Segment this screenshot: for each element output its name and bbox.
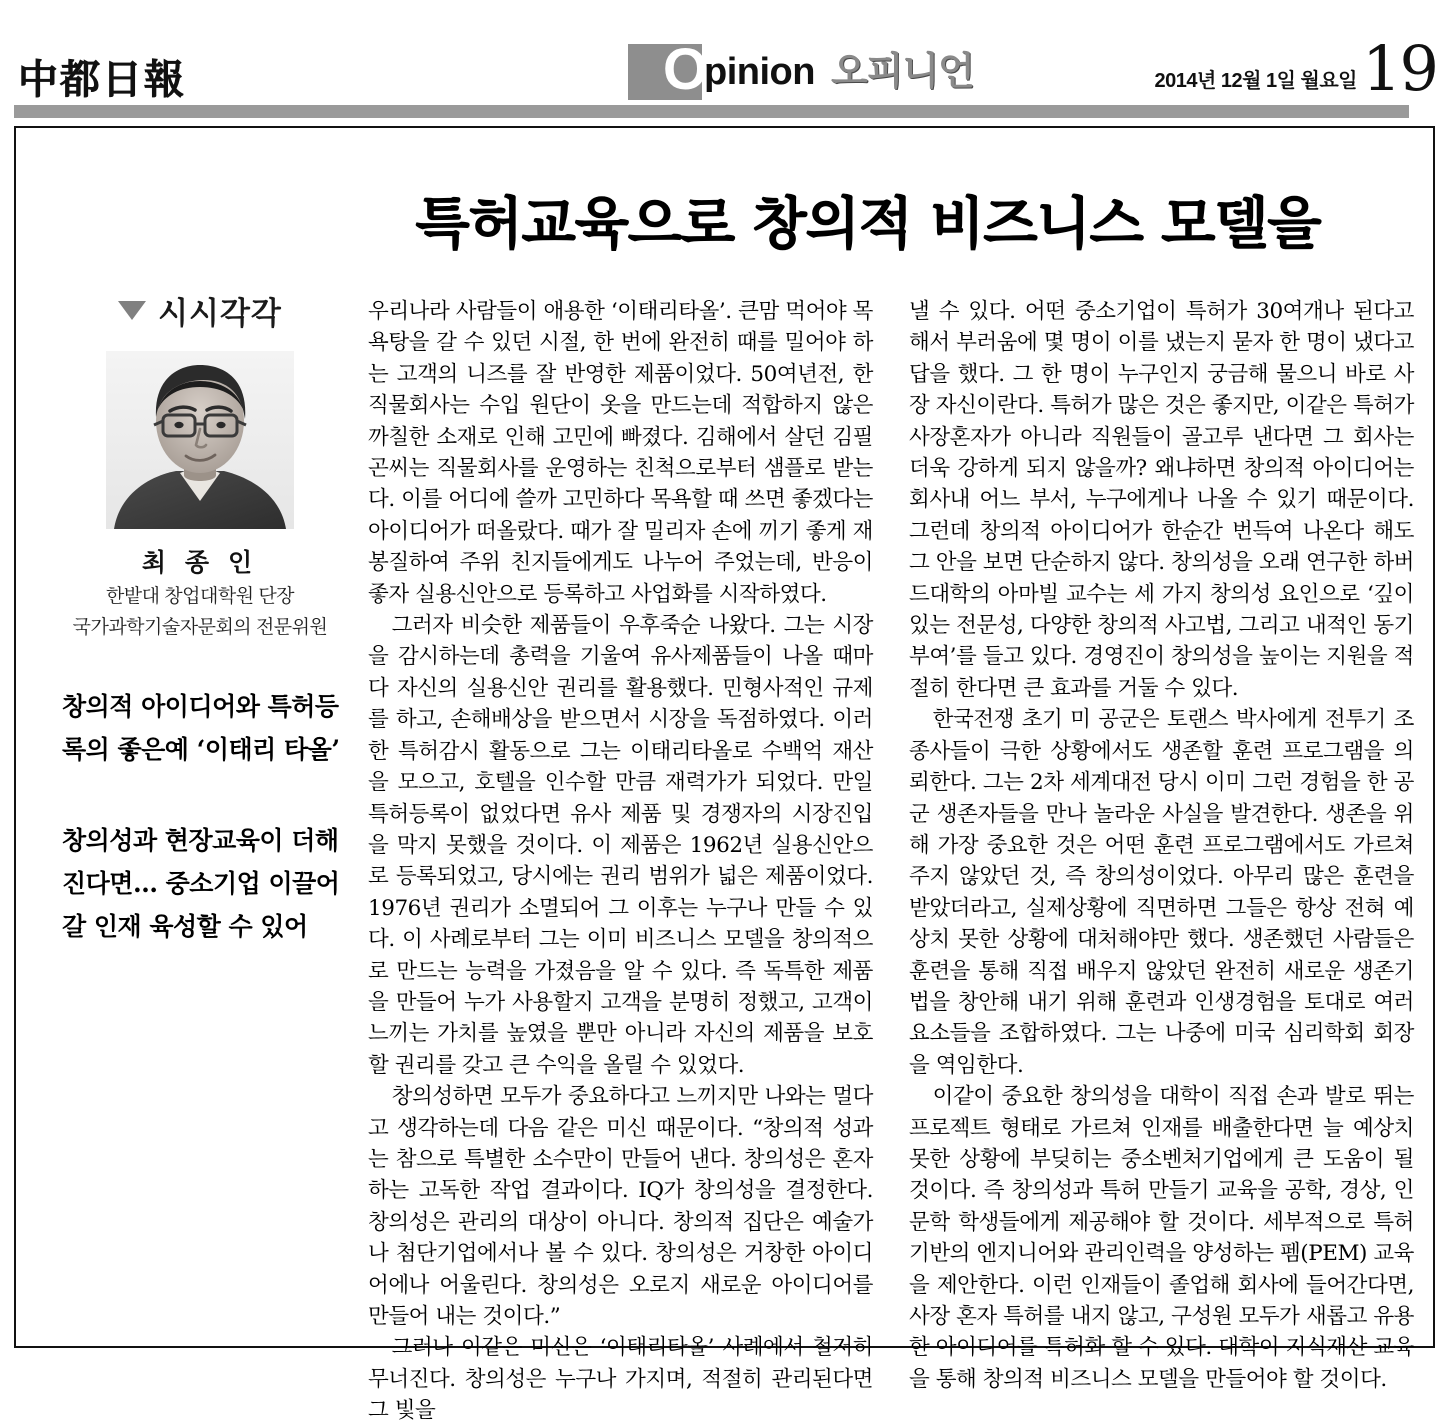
dateline: 2014년 12월 1일 월요일 [1154, 70, 1357, 92]
author-name: 최 종 인 [141, 549, 259, 577]
paragraph: 한국전쟁 초기 미 공군은 토랜스 박사에게 전투기 조종사들이 극한 상황에서도 생존할 훈련 프로그램을 의뢰한다. 그는 2차 세계대전 당시 이미 그런 경험을 한 공군 생존자들을 만나 놀라운 사실을 발견한다. 생존을 위해 가장 중요한 것은 어떤 훈련 프로그램에서도 가르쳐주지 않았던 것, 즉 창의성이었다. 아무리 많은 훈련을 받았더라고, 실제상황에 직면하면 그들은 항상 전혀 예상치 못한 상황에 대처해야만 했다. 생존했던 사람들은 훈련을 통해 직접 배우지 않았던 완전히 새로운 생존기법을 창안해 내기 위해 훈련과 인생경험을 토대로 여러 요소들을 조합하였다. 그는 나중에 미국 심리학회 회장을 역임한다. [909, 707, 1414, 1078]
newspaper-logo: 中都日報 [18, 56, 186, 103]
author-role-line-2: 국가과학기술자문회의 전문위원 [72, 617, 328, 638]
author-portrait [106, 351, 294, 529]
pull-quote-1: 창의적 아이디어와 특허등록의 좋은예 ‘이태리 타올’ [62, 692, 340, 764]
column-kicker [50, 288, 350, 333]
article-headline: 특허교육으로 창의적 비즈니스 모델을 [415, 191, 1321, 257]
section-initial-block [628, 37, 708, 102]
pull-quote-2: 창의성과 현장교육이 더해진다면… 중소기업 이끌어 갈 인재 육성할 수 있어 [62, 826, 340, 941]
author-role-line-1: 한밭대 창업대학원 단장 [105, 586, 295, 607]
section-title-en: pinion [704, 51, 815, 93]
article-body [368, 296, 1415, 1424]
author-photo-wrapper [50, 351, 350, 529]
paragraph: 우리나라 사람들이 애용한 ‘이태리타올’. 큰맘 먹어야 목욕탕을 갈 수 있던 시절, 한 번에 완전히 때를 밀어야 하는 고객의 니즈를 잘 반영한 제품이었다. 50여년전, 한 직물회사는 수입 원단이 옷을 만드는데 적합하지 않은 까칠한 소재로 인해 고민에 빠졌다. 김해에서 살던 김필곤씨는 직물회사를 운영하는 친척으로부터 샘플로 받는다. 이를 어디에 쓸까 고민하다 목욕할 때 쓰면 좋겠다는 아이디어가 떠올랐다. 때가 잘 밀리자 손에 끼기 좋게 재봉질하여 주위 친지들에게도 나누어 주었는데, 반응이 좋자 실용신안으로 등록하고 사업화를 시작하였다. [368, 299, 873, 607]
page-frame [14, 126, 1435, 1424]
triangle-down-icon [118, 301, 146, 320]
section-title [628, 37, 974, 102]
paragraph: 이같이 중요한 창의성을 대학이 직접 손과 발로 뛰는 프로젝트 형태로 가르쳐 인재를 배출한다면 늘 예상치 못한 상황에 부딪히는 중소벤처기업에게 큰 도움이 될 것이다. 즉 창의성과 특허 만들기 교육을 공학, 경상, 인문학 학생들에게 제공해야 할 것이다. 세부적으로 특허기반의 엔지니어와 관리인력을 양성하는 펨(PEM) 교육을 제안한다. 이런 인재들이 졸업해 회사에 들어간다면, 사장 혼자 특허를 내지 않고, 구성원 모두가 새롭고 유용한 아이디어를 특허화 할 수 있다. 대학이 지식재산 교육을 통해 창의적 비즈니스 모델을 만들어야 할 것이다. [909, 1084, 1415, 1392]
author-rail [50, 288, 350, 948]
page-number: 19 [1362, 32, 1437, 105]
article-column-2 [909, 296, 1415, 1392]
article-column-1 [368, 296, 873, 1424]
section-title-ko: 오피니언 [830, 51, 974, 93]
paragraph: 그러자 비슷한 제품들이 우후죽순 나왔다. 그는 시장을 감시하는데 총력을 기울여 유사제품들이 나올 때마다 자신의 실용신안 권리를 활용했다. 민형사적인 규제를 하고, 손해배상을 받으면서 시장을 독점하였다. 이러한 특허감시 활동으로 그는 이태리타올로 수백억 재산을 모으고, 호텔을 인수할 만큼 재력가가 되었다. 만일 특허등록이 없었다면 유사 제품 및 경쟁자의 시장진입을 막지 못했을 것이다. 이 제품은 1962년 실용신안으로 등록되었고, 당시에는 권리 범위가 넓은 제품이었다. 1976년 권리가 소멸되어 그 이후는 누구나 만들 수 있다. 이 사례로부터 그는 이미 비즈니스 모델을 창의적으로 만드는 능력을 가졌음을 알 수 있다. 즉 독특한 제품을 만들어 누가 사용할지 고객을 분명히 정했고, 고객이 느끼는 가치를 높였을 뿐만 아니라 자신의 제품을 보호할 권리를 갖고 큰 수익을 올릴 수 있었다. [368, 613, 873, 1078]
paragraph: 낼 수 있다. 어떤 중소기업이 특허가 30여개나 된다고 해서 부러움에 몇 명이 이를 냈는지 묻자 한 명이 냈다고 답을 했다. 그 한 명이 누구인지 궁금해 물으니 바로 사장 자신이란다. 특허가 많은 것은 좋지만, 이같은 특허가 사장혼자가 아니라 직원들이 골고루 낸다면 그 회사는 더욱 강하게 되지 않을까? 왜냐하면 창의적 아이디어는 회사내 어느 부서, 누구에게나 나올 수 있기 때문이다. 그런데 창의적 아이디어가 한순간 번득여 나온다 해도 그 안을 보면 단순하지 않다. 창의성을 오래 연구한 하버드대학의 아마빌 교수는 세 가지 창의성 요인으로 ‘깊이있는 전문성, 다양한 창의적 사고법, 그리고 내적인 동기부여’를 들고 있다. 경영진이 창의성을 높이는 지원을 적절히 한다면 큰 효과를 거둘 수 있다. [909, 299, 1414, 701]
section-initial-letter: O [662, 37, 708, 102]
paragraph: 창의성하면 모두가 중요하다고 느끼지만 나와는 멀다고 생각하는데 다음 같은 미신 때문이다. “창의적 성과는 참으로 특별한 소수만이 만들어 낸다. 창의성은 혼자하는 고독한 작업 결과이다. IQ가 창의성을 결정한다. 창의성은 관리의 대상이 아니다. 창의적 집단은 예술가나 첨단기업에서나 볼 수 있다. 창의성은 거창한 아이디어에나 어울린다. 창의성은 오로지 새로운 아이디어를 만들어 내는 것이다.” [368, 1084, 873, 1329]
masthead [0, 0, 1453, 122]
masthead-divider-bar [14, 105, 1409, 118]
paragraph: 그러나 이같은 미신은 ‘이태리타올’ 사례에서 철저히 무너진다. 창의성은 누구나 가지며, 적절히 관리된다면 그 빛을 [368, 1335, 873, 1424]
column-kicker-label: 시시각각 [158, 296, 282, 331]
